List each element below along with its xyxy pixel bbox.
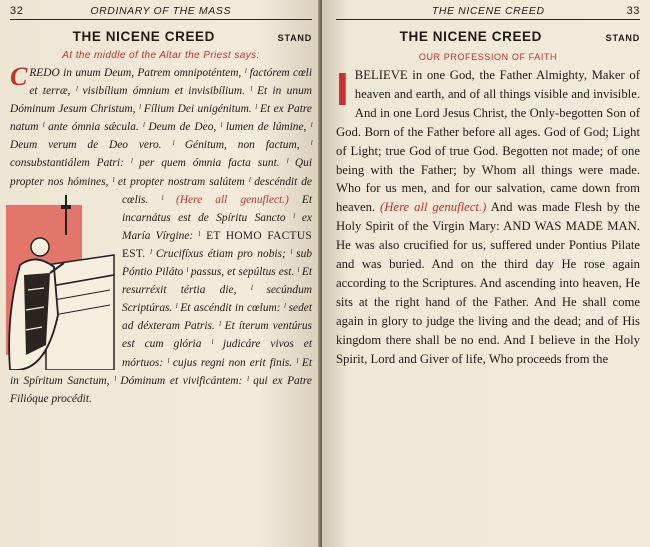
section-title-right: THE NICENE CREED: [399, 29, 543, 44]
running-head-title-right: THE NICENE CREED: [431, 5, 545, 17]
page-number-left: 32: [10, 5, 24, 17]
posture-label-left: STAND: [277, 33, 312, 43]
dropcap-latin: C: [10, 62, 28, 91]
latin-text-part1: REDO in unum Deum, Patrem omnipoténtem, ˡ factórem cœli et terræ, ˡ visibílium ómnium et invisibílium. ˡ Et in unum Dóminum Jesum Christum, ˡ Fílium Dei unigénitum. ˡ Et ex Patre natum ˡ ante ómnia sǽcula. ˡ Deum de Deo, ˡ lumen de lúmine, ˡ Deum verum de Deo vero. ˡ Génitum, non factum, ˡ consubstantiálem Patri: ˡ per quem ómnia facta sunt. ˡ Qui propter nos hómines, ˡ et propter nostram salútem ˡ descéndit de cœlis. ˡ: [10, 67, 312, 206]
english-text-part3: He was also crucified for us, suffered under Pontius Pilate and was buried. And on the third day He rose again according to the Scriptures. And ascending into heaven, He sits at the right hand of the Father. And He shall come again in glory to judge the living and the dead; and of His kingdom there shall be no end. And I believe in the Holy Spirit, Lord and Giver of life, Who proceeds from the: [336, 238, 640, 366]
section-title-left: THE NICENE CREED: [72, 29, 216, 44]
dropcap-english: I: [336, 63, 349, 115]
left-page: [0, 0, 322, 547]
latin-creed-text: [10, 64, 312, 408]
running-head-title-left: ORDINARY OF THE MASS: [90, 5, 232, 17]
latin-text-part2: Et incarnátus est de Spíritu Sancto ˡ ex María Vírgine:: [122, 193, 313, 242]
genuflect-rubric-latin: (Here all genuflect.): [176, 193, 289, 206]
latin-homo-factus: ˡ ET HOMO FACTUS EST.: [122, 229, 312, 260]
section-heading-right: [336, 29, 640, 44]
english-text-part2: And was made Flesh by the Holy Spirit of the Virgin Mary:: [336, 200, 640, 234]
page-number-right: 33: [626, 5, 640, 17]
rubric-left: At the middle of the Altar the Priest says:: [62, 50, 260, 61]
genuflect-rubric-english: (Here all genuflect.): [380, 200, 487, 215]
rubric-right: OUR PROFESSION OF FAITH: [418, 52, 558, 62]
latin-text-part3: ˡ Crucifíxus étiam pro nobis; ˡ sub Póntio Piláto ˡ passus, et sepúltus est. ˡ Et resurréxit tértia die, ˡ secúndum Scriptúras. ˡ Et ascéndit in cœlum: ˡ sedet ad déxteram Patris. ˡ Et íterum ventúrus est cum glória ˡ judicáre vivos et mórtuos: ˡ cujus regni non erit finis. ˡ Et in Spíritum Sanctum, ˡ Dóminum et vivificántem: ˡ qui ex Patre Filióque procédit.: [10, 247, 313, 405]
posture-label-right: STAND: [605, 33, 640, 43]
running-head-right: [336, 5, 640, 20]
running-head-left: [10, 5, 312, 20]
english-made-man: AND WAS MADE MAN.: [503, 219, 640, 234]
english-text-part1: BELIEVE in one God, the Father Almighty, Maker of heaven and earth, and of all things visible and invisible. And in one Lord Jesus Christ, the Only-begotten Son of God. Born of the Father before all ages. God of God; Light of Light; true God of true God. Begotten not made; of one being with the Father; by Whom all things were made. Who for us men, and for our salvation, came down from heaven.: [336, 68, 640, 215]
section-heading-left: [10, 29, 312, 44]
priest-at-altar-illustration: [6, 195, 116, 370]
right-page: [322, 0, 650, 547]
english-creed-text: [336, 63, 640, 369]
